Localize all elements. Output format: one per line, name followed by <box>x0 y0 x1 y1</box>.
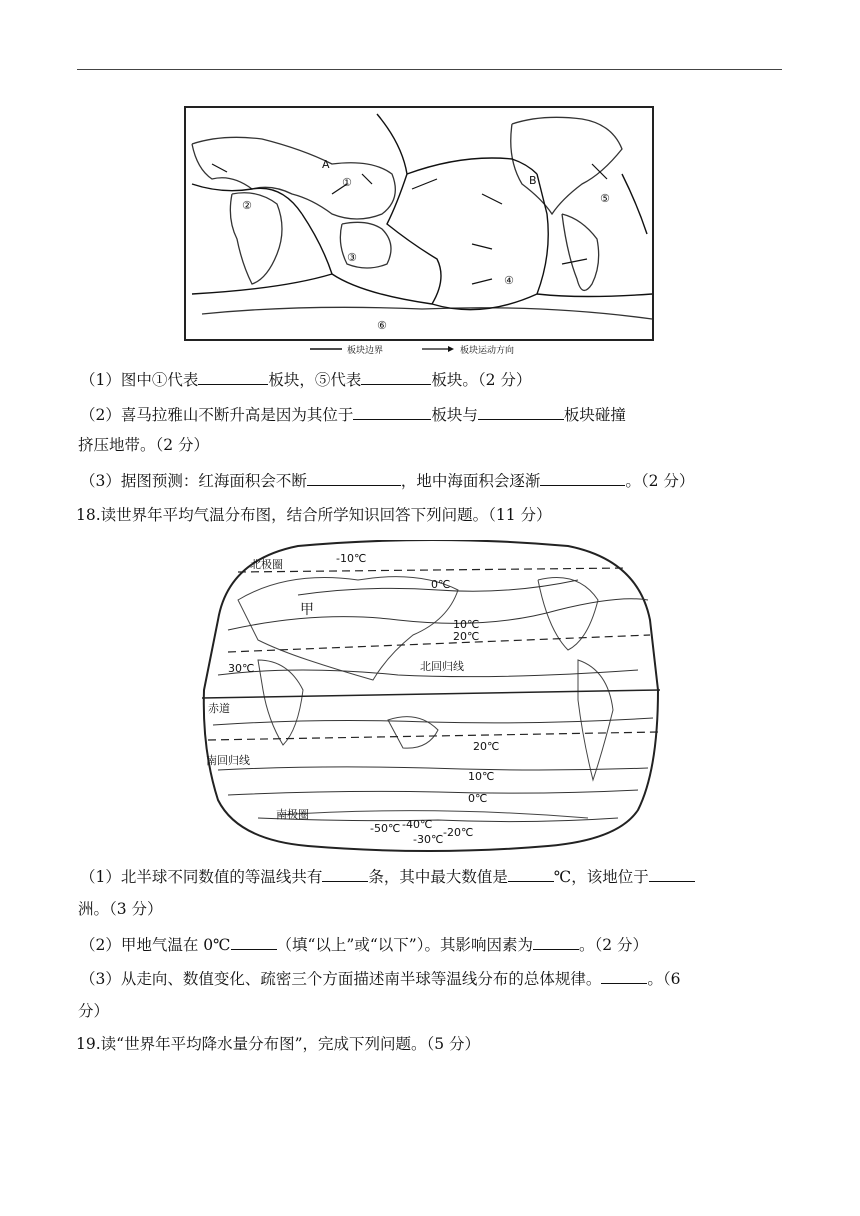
plate-label-B: B <box>529 174 537 187</box>
arctic-label: 北极圈 <box>250 558 283 571</box>
plate-label-4: ④ <box>504 274 514 287</box>
answer-blank[interactable] <box>601 968 647 984</box>
q17-p1-text-b: 板块，⑤代表 <box>268 371 362 389</box>
q18-p3-text-b: 。（6 <box>647 970 681 988</box>
answer-blank[interactable] <box>307 470 401 486</box>
plate-map-figure <box>182 104 668 356</box>
q17-p1-text-a: （1）图中①代表 <box>80 371 199 389</box>
isotherm-label-20-south: 20℃ <box>473 740 500 753</box>
q18-part3-cont: 分） <box>78 1002 110 1020</box>
q17-p3-text-b: ，地中海面积会逐渐 <box>400 472 541 490</box>
isotherm-label-0-north: 0℃ <box>431 578 451 591</box>
isotherm-label-30-north: 30℃ <box>228 662 255 675</box>
q17-p2-text-c: 板块碰撞 <box>563 406 626 424</box>
header-rule <box>77 69 782 70</box>
q17-part2 <box>80 404 626 425</box>
isotherm-label-neg10-north: -10℃ <box>336 552 367 565</box>
q18-part2 <box>80 934 648 955</box>
answer-blank[interactable] <box>508 866 554 882</box>
answer-blank[interactable] <box>649 866 695 882</box>
q18-p3-text-a: （3）从走向、数值变化、疏密三个方面描述南半球等温线分布的总体规律。 <box>80 970 602 988</box>
plate-label-5: ⑤ <box>600 192 610 205</box>
isotherm-label-neg20: -20℃ <box>443 826 474 839</box>
isotherm-label-10-north: 10℃ <box>453 618 480 631</box>
legend-boundary-text: 板块边界 <box>347 346 384 356</box>
q17-part2-cont: 挤压地带。（2 分） <box>78 436 210 454</box>
answer-blank[interactable] <box>322 866 368 882</box>
q18-part3 <box>80 968 681 989</box>
answer-blank[interactable] <box>361 369 431 385</box>
legend-direction-text: 板块运动方向 <box>460 346 515 356</box>
jia-label: 甲 <box>300 602 314 618</box>
isotherm-label-neg40: -40℃ <box>402 818 433 831</box>
q18-title: 18.读世界年平均气温分布图，结合所学知识回答下列问题。（11 分） <box>76 506 552 524</box>
isotherm-label-neg30: -30℃ <box>413 833 444 846</box>
q18-p2-text-c: 。（2 分） <box>578 936 648 954</box>
q17-p2-text-a: （2）喜马拉雅山不断升高是因为其位于 <box>80 406 354 424</box>
q18-p1-text-b: 条，其中最大数值是 <box>368 868 508 886</box>
q17-p3-text-a: （3）据图预测：红海面积会不断 <box>80 472 307 490</box>
plate-label-6: ⑥ <box>377 319 387 332</box>
answer-blank[interactable] <box>478 404 564 420</box>
plate-label-2: ② <box>242 199 252 212</box>
isotherm-label-10-south: 10℃ <box>468 770 495 783</box>
south-tropic-label: 南回归线 <box>206 754 250 767</box>
equator-label: 赤道 <box>208 702 230 715</box>
plate-label-A: A <box>322 158 330 171</box>
q18-p1-text-c: ℃，该地位于 <box>553 868 649 886</box>
answer-blank[interactable] <box>540 470 625 486</box>
answer-blank[interactable] <box>533 934 579 950</box>
answer-blank[interactable] <box>353 404 431 420</box>
q18-p2-text-b: （填“以上”或“以下”）。其影响因素为 <box>276 936 533 954</box>
q19-title: 19.读“世界年平均降水量分布图”，完成下列问题。（5 分） <box>76 1035 481 1053</box>
antarctic-label: 南极圈 <box>276 808 309 821</box>
answer-blank[interactable] <box>231 934 277 950</box>
q18-part1-cont: 洲。（3 分） <box>78 900 163 918</box>
north-tropic-label: 北回归线 <box>420 660 464 673</box>
plate-label-3: ③ <box>347 251 357 264</box>
q17-p3-text-c: 。（2 分） <box>625 472 695 490</box>
q18-p2-text-a: （2）甲地气温在 0℃ <box>80 936 231 954</box>
q17-part3 <box>80 470 694 491</box>
q17-p2-text-b: 板块与 <box>431 406 478 424</box>
isotherm-map-figure <box>198 540 664 852</box>
q18-part1 <box>80 866 695 887</box>
answer-blank[interactable] <box>198 369 268 385</box>
q18-p1-text-a: （1）北半球不同数值的等温线共有 <box>80 868 323 886</box>
q17-part1 <box>80 369 531 390</box>
isotherm-label-0-south: 0℃ <box>468 792 488 805</box>
isotherm-label-20-north: 20℃ <box>453 630 480 643</box>
q17-p1-text-c: 板块。（2 分） <box>431 371 532 389</box>
isotherm-label-neg50: -50℃ <box>370 822 401 835</box>
plate-label-1: ① <box>342 176 352 189</box>
